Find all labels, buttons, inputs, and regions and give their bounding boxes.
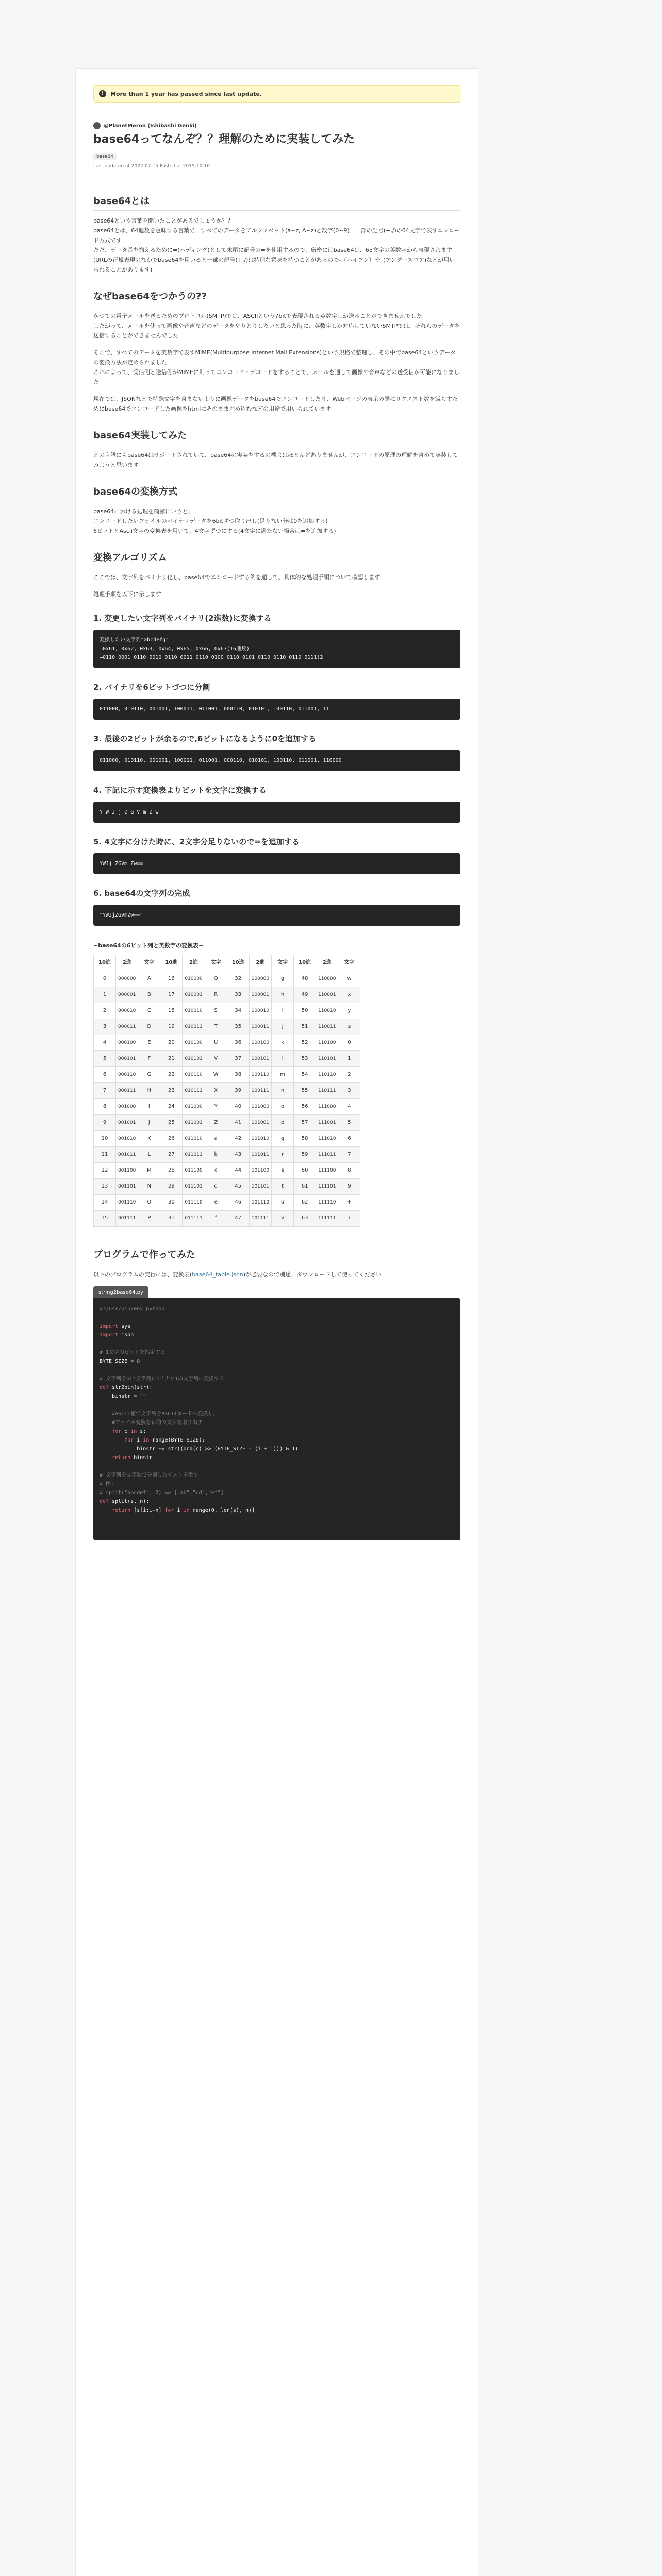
table-cell: 100001: [249, 987, 271, 1003]
base64-table: [93, 955, 360, 1227]
code-block[interactable]: 011000, 010110, 001001, 100011, 011001, 000110, 010101, 100110, 011001, 11: [93, 699, 460, 720]
table-row: [94, 1115, 360, 1131]
table-cell: 110001: [316, 987, 338, 1003]
table-row: [94, 1131, 360, 1147]
table-cell: 011001: [183, 1115, 205, 1131]
table-cell: v: [272, 1211, 294, 1227]
code-block-file[interactable]: #!/usr/bin/env python import sys import json # 1文字のビットを指定する BYTE_SIZE = 8 # 文字列をbit文字列(バイナリ)の文字列に変換する def str2bin(str): binstr = "" #ASCII値で文字列をASCIIコードへ変換し、 #ファイル変換を目的の文字を取り出す for c in s: for i in range(BYTE_SIZE): binstr += str((ord(c) >> (BYTE_SIZE - (i + 1))) & 1) return binstr # 文字列を文字数で分割したリストを返す # 例: # split("abcdef", 2) => ["ab","cd","ef"] def split(s, n): return [s[i:i+n] for i in range(0, len(s), n)]: [93, 1298, 460, 1540]
table-cell: 111111: [316, 1211, 338, 1227]
table-cell: 111000: [316, 1099, 338, 1115]
table-cell: U: [205, 1035, 227, 1051]
table-cell: n: [272, 1083, 294, 1099]
table-cell: 101010: [249, 1131, 271, 1147]
table-cell: 000011: [116, 1019, 138, 1035]
table-cell: 41: [227, 1115, 249, 1131]
table-cell: 13: [94, 1179, 116, 1195]
table-cell: 62: [294, 1195, 316, 1211]
table-cell: 011101: [183, 1179, 205, 1195]
table-cell: 1: [338, 1051, 360, 1067]
table-cell: 61: [294, 1179, 316, 1195]
table-cell: P: [138, 1211, 160, 1227]
code-block[interactable]: 変換したい文字列"abcdefg" →0x61, 0x62, 0x63, 0x64, 0x65, 0x66, 0x67(16進数) →0110 0001 0110 0010 0110 0011 0110 0100 0110 0101 0110 0110 0110 0111(2: [93, 630, 460, 668]
table-cell: 001110: [116, 1195, 138, 1211]
section-heading: なぜbase64をつかうの??: [93, 289, 460, 306]
table-cell: 2: [94, 1003, 116, 1019]
table-cell: 2: [338, 1067, 360, 1083]
table-cell: 43: [227, 1147, 249, 1163]
table-row: [94, 1099, 360, 1115]
table-cell: 100111: [249, 1083, 271, 1099]
table-cell: +: [338, 1195, 360, 1211]
table-cell: V: [205, 1051, 227, 1067]
paragraph: そこで、すべてのデータを英数字で表すMIME(Multipurpose Internet Mail Extensions)という規格で整理し、その中でbase64というデータの変換方法が定められました これによって、受信側と送信側がMIMEに則ってエンコード・デコードをすることで、メールを通して画像や音声などの送受信が可能になりました: [93, 349, 460, 385]
table-cell: Q: [205, 971, 227, 987]
table-cell: 27: [160, 1147, 183, 1163]
table-cell: 3: [338, 1083, 360, 1099]
table-header-cell: 2進: [249, 955, 271, 971]
table-cell: 26: [160, 1131, 183, 1147]
table-cell: Y: [205, 1099, 227, 1115]
table-body: [94, 971, 360, 1227]
paragraph: base64という言葉を聞いたことがあるでしょうか？？ base64とは、64進数を意味する言葉で、すべてのデータをアルファベット(a~z, A~z)と数字(0~9)、一部の記号(+,/)の64文字で表すエンコード方式です ただ、データ長を揃えるために=(パディング)として末尾に記号の=を使用するので、厳密にはbase64は、65文字の英数字から表現されます (URLの正規表現のなかでbase64を用いると一部の記号(+,/)は特別な意味を持つことがあるので-（ハイフン）や_(アンダースコア)などが用いられることがあります): [93, 217, 460, 273]
table-header-cell: 文字: [138, 955, 160, 971]
table-cell: 30: [160, 1195, 183, 1211]
table-cell: 100101: [249, 1051, 271, 1067]
table-cell: C: [138, 1003, 160, 1019]
section-heading: 変換アルゴリズム: [93, 550, 460, 567]
table-cell: a: [205, 1131, 227, 1147]
table-row: [94, 1051, 360, 1067]
table-cell: 011011: [183, 1147, 205, 1163]
table-cell: /: [338, 1211, 360, 1227]
table-cell: 63: [294, 1211, 316, 1227]
table-cell: G: [138, 1067, 160, 1083]
table-cell: 53: [294, 1051, 316, 1067]
table-cell: 29: [160, 1179, 183, 1195]
table-cell: 000110: [116, 1067, 138, 1083]
table-cell: 0: [338, 1035, 360, 1051]
table-cell: c: [205, 1163, 227, 1179]
table-cell: k: [272, 1035, 294, 1051]
step-heading: 4. 下記に示す変換表よりビットを文字に変換する: [93, 786, 267, 795]
table-cell: 100011: [249, 1019, 271, 1035]
notice-text: More than 1 year has passed since last update.: [110, 90, 262, 97]
table-cell: 7: [338, 1147, 360, 1163]
table-cell: 55: [294, 1083, 316, 1099]
table-cell: 101011: [249, 1147, 271, 1163]
table-header-cell: 10進: [227, 955, 249, 971]
step-heading: 5. 4文字に分けた時に、2文字分足りないので=を追加する: [93, 837, 300, 846]
table-cell: 010011: [183, 1019, 205, 1035]
table-cell: K: [138, 1131, 160, 1147]
table-cell: 001111: [116, 1211, 138, 1227]
table-cell: Z: [205, 1115, 227, 1131]
table-cell: 46: [227, 1195, 249, 1211]
table-cell: 001001: [116, 1115, 138, 1131]
table-cell: 111001: [316, 1115, 338, 1131]
table-cell: 001101: [116, 1179, 138, 1195]
table-cell: 28: [160, 1163, 183, 1179]
table-cell: 101111: [249, 1211, 271, 1227]
table-cell: 24: [160, 1099, 183, 1115]
table-cell: 49: [294, 987, 316, 1003]
table-cell: 110100: [316, 1035, 338, 1051]
author-row[interactable]: [93, 122, 460, 129]
outdated-notice: [93, 85, 460, 103]
table-header-cell: 10進: [294, 955, 316, 971]
table-cell: j: [272, 1019, 294, 1035]
table-cell: 011000: [183, 1099, 205, 1115]
table-cell: S: [205, 1003, 227, 1019]
table-cell: 40: [227, 1099, 249, 1115]
table-cell: 39: [227, 1083, 249, 1099]
table-cell: 000001: [116, 987, 138, 1003]
table-cell: u: [272, 1195, 294, 1211]
table-cell: m: [272, 1067, 294, 1083]
table-cell: 001000: [116, 1099, 138, 1115]
table-cell: 000111: [116, 1083, 138, 1099]
table-cell: 100010: [249, 1003, 271, 1019]
table-cell: 111010: [316, 1131, 338, 1147]
table-cell: 59: [294, 1147, 316, 1163]
article: [75, 68, 478, 2576]
table-cell: e: [205, 1195, 227, 1211]
table-cell: O: [138, 1195, 160, 1211]
table-cell: 25: [160, 1115, 183, 1131]
table-cell: 7: [94, 1083, 116, 1099]
table-cell: 4: [338, 1099, 360, 1115]
table-header-cell: 文字: [205, 955, 227, 971]
table-cell: 000010: [116, 1003, 138, 1019]
table-cell: 36: [227, 1035, 249, 1051]
table-cell: 44: [227, 1163, 249, 1179]
paragraph: base64における処理を簡潔にいうと、 エンコードしたいファイルのバイナリデータを6bitずつ取り出し(足りない分は0を追加する) 6ビットとAscii文字の変換表を用いて、4文字ずつにする(4文字に満たない場合は=を追加する): [93, 508, 336, 534]
table-cell: 54: [294, 1067, 316, 1083]
table-cell: 000100: [116, 1035, 138, 1051]
table-cell: 5: [338, 1115, 360, 1131]
table-cell: 60: [294, 1163, 316, 1179]
table-header-cell: 10進: [160, 955, 183, 971]
table-cell: M: [138, 1163, 160, 1179]
paragraph: ここでは、文字列をバイナリ化し、base64でエンコードする例を通して、具体的な処理手順について確認します: [93, 574, 380, 581]
table-cell: 100110: [249, 1067, 271, 1083]
author-name[interactable]: @PlanetMeron (Ishibashi Genki): [104, 123, 197, 129]
table-cell: g: [272, 971, 294, 987]
table-cell: 101000: [249, 1099, 271, 1115]
step-heading: 3. 最後の2ビットが余るので,6ビットになるように0を追加する: [93, 734, 317, 743]
table-cell: 5: [94, 1051, 116, 1067]
table-cell: 101101: [249, 1179, 271, 1195]
code-block[interactable]: YWJj ZGVm Zw==: [93, 853, 460, 874]
table-header-row: [94, 955, 360, 971]
table-header-cell: 文字: [338, 955, 360, 971]
table-row: [94, 1163, 360, 1179]
table-cell: q: [272, 1131, 294, 1147]
table-cell: 9: [338, 1179, 360, 1195]
code-block[interactable]: "YWJjZGVmZw==": [93, 905, 460, 926]
table-cell: 010000: [183, 971, 205, 987]
paragraph: 現在では、JSONなどで特殊文字を含まないように画像データをbase64でエンコードしたり、Webページの表示の際にリクエスト数を減らすためにbase64でエンコードした画像をhtmlにそのまま埋め込むなどの用途で用いられています: [93, 396, 458, 412]
program-description: 以下のプログラムの実行には、変換表(base64_table.json)が必要なので別途、ダウンロードして使ってください: [93, 1271, 382, 1278]
table-cell: A: [138, 971, 160, 987]
table-cell: 111100: [316, 1163, 338, 1179]
table-cell: 48: [294, 971, 316, 987]
table-cell: h: [272, 987, 294, 1003]
table-cell: 15: [94, 1211, 116, 1227]
table-cell: 010100: [183, 1035, 205, 1051]
step-heading: 6. base64の文字列の完成: [93, 889, 190, 898]
table-cell: 34: [227, 1003, 249, 1019]
info-icon: !: [99, 90, 106, 97]
table-cell: 100000: [249, 971, 271, 987]
table-cell: 20: [160, 1035, 183, 1051]
table-row: [94, 1067, 360, 1083]
table-cell: B: [138, 987, 160, 1003]
table-cell: 000101: [116, 1051, 138, 1067]
code-block[interactable]: Y W J j Z G V m Z w: [93, 802, 460, 823]
table-cell: 21: [160, 1051, 183, 1067]
table-cell: I: [138, 1099, 160, 1115]
table-cell: 32: [227, 971, 249, 987]
table-cell: 110000: [316, 971, 338, 987]
table-cell: 37: [227, 1051, 249, 1067]
table-cell: H: [138, 1083, 160, 1099]
table-cell: 011100: [183, 1163, 205, 1179]
table-cell: f: [205, 1211, 227, 1227]
table-cell: R: [205, 987, 227, 1003]
table-cell: 12: [94, 1163, 116, 1179]
table-cell: s: [272, 1163, 294, 1179]
table-cell: D: [138, 1019, 160, 1035]
table-cell: 52: [294, 1035, 316, 1051]
table-cell: 3: [94, 1019, 116, 1035]
table-cell: d: [205, 1179, 227, 1195]
table-cell: t: [272, 1179, 294, 1195]
table-cell: 011110: [183, 1195, 205, 1211]
paragraph: どの言語にもbase64はサポートされていて、base64の実装をするの機会はほとんどありませんが、エンコードの原理の理解を含めて実装してみようと思います: [93, 452, 458, 468]
table-header-cell: 文字: [272, 955, 294, 971]
table-cell: 22: [160, 1067, 183, 1083]
section-heading: base64実装してみた: [93, 428, 460, 445]
table-cell: x: [338, 987, 360, 1003]
table-cell: W: [205, 1067, 227, 1083]
table-cell: F: [138, 1051, 160, 1067]
table-header-cell: 2進: [183, 955, 205, 971]
avatar[interactable]: [93, 122, 101, 129]
table-cell: o: [272, 1099, 294, 1115]
table-header-cell: 10進: [94, 955, 116, 971]
table-cell: 111101: [316, 1179, 338, 1195]
table-cell: 38: [227, 1067, 249, 1083]
table-row: [94, 987, 360, 1003]
table-cell: y: [338, 1003, 360, 1019]
table-cell: 010010: [183, 1003, 205, 1019]
table-cell: 011010: [183, 1131, 205, 1147]
table-cell: 23: [160, 1083, 183, 1099]
table-cell: 101001: [249, 1115, 271, 1131]
table-row: [94, 1147, 360, 1163]
paragraph: かつての電子メールを送るためのプロトコル(SMTP)では、ASCIIという7bitで表現される英数字しか送ることができませんでした したがって、メールを使って画像や音声などのデータをやりとりしたいと思った時に、英数字しか対応していないSMTPでは、それらのデータを送信することができませんでした: [93, 313, 460, 339]
table-cell: 000000: [116, 971, 138, 987]
table-header-cell: 2進: [316, 955, 338, 971]
table-cell: 100100: [249, 1035, 271, 1051]
table-row: [94, 1035, 360, 1051]
table-cell: 110011: [316, 1019, 338, 1035]
table-json-link[interactable]: base64_table.json: [192, 1271, 243, 1278]
table-cell: 45: [227, 1179, 249, 1195]
code-filename-tab: string2base64.py: [93, 1286, 148, 1298]
table-cell: 111011: [316, 1147, 338, 1163]
paragraph: 処理手順を以下に示します: [93, 591, 161, 598]
table-cell: 31: [160, 1211, 183, 1227]
table-title: ~base64の6ビット列と英数字の変換表~: [93, 942, 204, 949]
table-cell: 56: [294, 1099, 316, 1115]
tag-base64[interactable]: base64: [93, 153, 117, 160]
table-cell: 010001: [183, 987, 205, 1003]
table-cell: 110110: [316, 1067, 338, 1083]
table-cell: 4: [94, 1035, 116, 1051]
step-heading: 1. 変更したい文字列をバイナリ(2進数)に変換する: [93, 614, 272, 623]
table-cell: 9: [94, 1115, 116, 1131]
table-cell: 18: [160, 1003, 183, 1019]
table-cell: 33: [227, 987, 249, 1003]
table-cell: r: [272, 1147, 294, 1163]
table-cell: 001011: [116, 1147, 138, 1163]
page-title: base64ってなんぞ？？理解のために実装してみた: [93, 133, 355, 146]
table-cell: 17: [160, 987, 183, 1003]
table-row: [94, 1211, 360, 1227]
paragraph: [93, 1269, 460, 1279]
table-cell: 57: [294, 1115, 316, 1131]
table-cell: 6: [94, 1067, 116, 1083]
section-heading: base64の変換方式: [93, 484, 460, 501]
table-cell: 110010: [316, 1003, 338, 1019]
table-cell: 6: [338, 1131, 360, 1147]
table-cell: 10: [94, 1131, 116, 1147]
post-meta: Last updated at 2022-07-15 Posted at 2015-10-16: [93, 164, 210, 169]
table-cell: 1: [94, 987, 116, 1003]
code-block[interactable]: 011000, 010110, 001001, 100011, 011001, 000110, 010101, 100110, 011001, 110000: [93, 750, 460, 771]
table-cell: 14: [94, 1195, 116, 1211]
table-cell: 35: [227, 1019, 249, 1035]
table-cell: 42: [227, 1131, 249, 1147]
table-cell: 8: [94, 1099, 116, 1115]
table-cell: 110111: [316, 1083, 338, 1099]
table-row: [94, 1019, 360, 1035]
table-cell: 11: [94, 1147, 116, 1163]
table-cell: i: [272, 1003, 294, 1019]
table-cell: 101110: [249, 1195, 271, 1211]
table-cell: 51: [294, 1019, 316, 1035]
table-cell: E: [138, 1035, 160, 1051]
table-cell: 101100: [249, 1163, 271, 1179]
table-header-cell: 2進: [116, 955, 138, 971]
step-heading: 2. バイナリを6ビットづつに分割: [93, 683, 210, 692]
section-heading: base64とは: [93, 194, 460, 211]
section-heading: プログラムで作ってみた: [93, 1247, 460, 1264]
table-row: [94, 1195, 360, 1211]
table-cell: 0: [94, 971, 116, 987]
table-cell: w: [338, 971, 360, 987]
table-cell: 19: [160, 1019, 183, 1035]
table-cell: 011111: [183, 1211, 205, 1227]
table-cell: 16: [160, 971, 183, 987]
table-cell: 47: [227, 1211, 249, 1227]
table-cell: L: [138, 1147, 160, 1163]
table-row: [94, 971, 360, 987]
table-cell: T: [205, 1019, 227, 1035]
table-cell: X: [205, 1083, 227, 1099]
table-row: [94, 1083, 360, 1099]
table-cell: 58: [294, 1131, 316, 1147]
table-cell: l: [272, 1051, 294, 1067]
table-cell: 010110: [183, 1067, 205, 1083]
table-cell: 001100: [116, 1163, 138, 1179]
table-cell: 001010: [116, 1131, 138, 1147]
table-cell: N: [138, 1179, 160, 1195]
table-cell: J: [138, 1115, 160, 1131]
table-cell: 010111: [183, 1083, 205, 1099]
table-cell: 110101: [316, 1051, 338, 1067]
table-cell: 111110: [316, 1195, 338, 1211]
table-cell: 50: [294, 1003, 316, 1019]
table-cell: z: [338, 1019, 360, 1035]
table-row: [94, 1003, 360, 1019]
table-cell: p: [272, 1115, 294, 1131]
table-row: [94, 1179, 360, 1195]
table-cell: b: [205, 1147, 227, 1163]
table-cell: 8: [338, 1163, 360, 1179]
table-cell: 010101: [183, 1051, 205, 1067]
